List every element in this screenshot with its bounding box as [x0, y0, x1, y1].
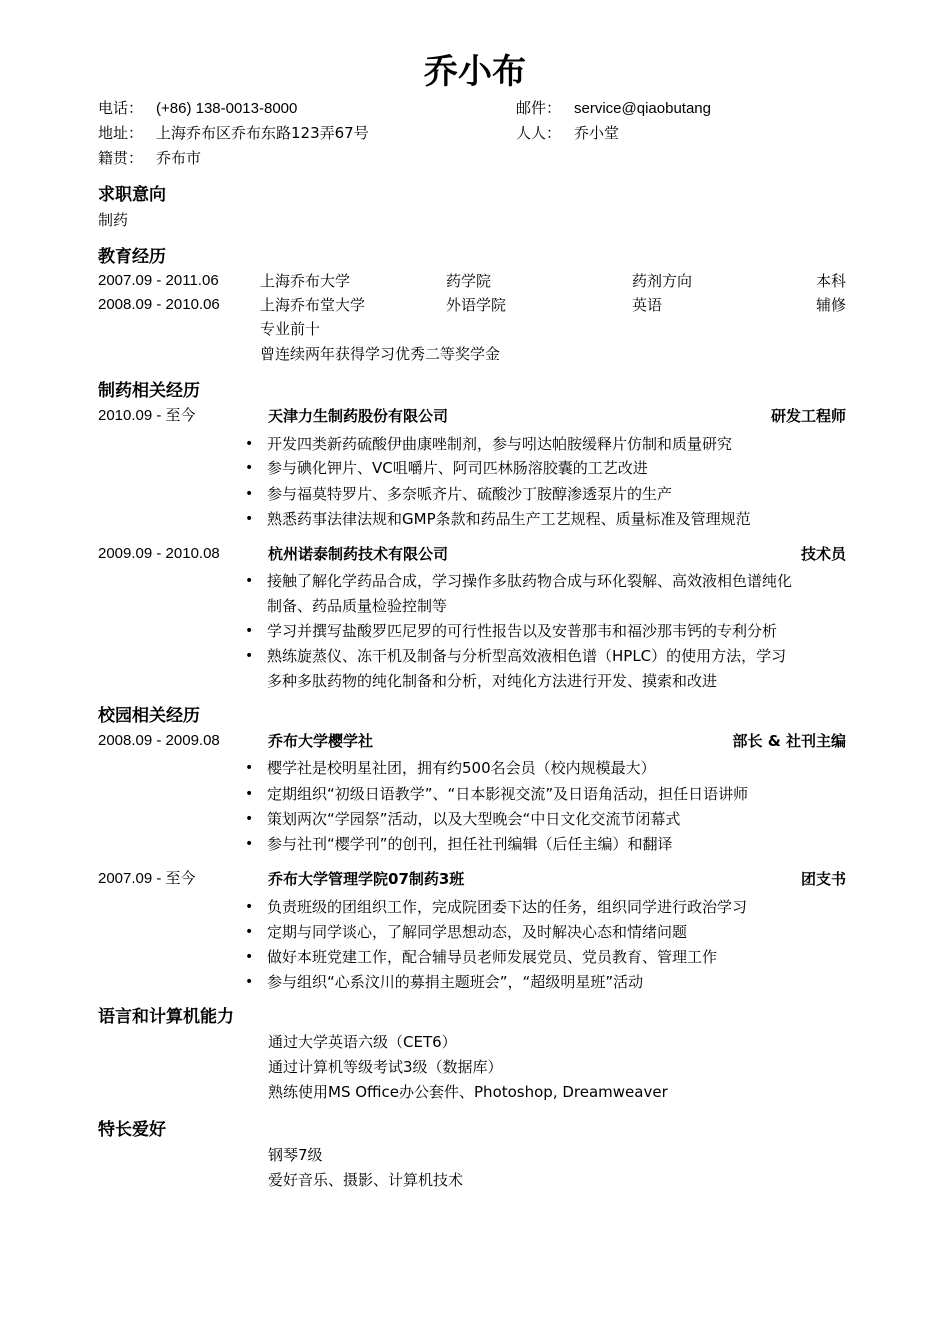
job-role: 研发工程师: [770, 407, 846, 425]
job-bullet: [245, 807, 855, 832]
job-bullet: [245, 920, 855, 945]
contact-row: [516, 123, 619, 143]
job-bullet: [245, 456, 855, 481]
bullet-text: 制备、药品质量检验控制等: [267, 597, 448, 615]
job-bullet: [245, 782, 855, 807]
objective-heading: 求职意向: [98, 185, 166, 205]
bullet-text: 多种多肽药物的纯化制备和分析，对纯化方法进行开发、摸索和改进: [267, 672, 718, 690]
job-bullet: [245, 507, 855, 532]
job-bullet-continuation: [245, 594, 855, 619]
job-bullet: [245, 756, 855, 781]
job-org: 天津力生制药股份有限公司: [268, 407, 449, 425]
job-bullet: [245, 970, 855, 995]
address-value: 上海乔布区乔布东路123弄67号: [156, 124, 369, 142]
skill-item: 通过计算机等级考试3级（数据库）: [268, 1058, 503, 1076]
job-bullet: [245, 432, 855, 457]
bullet-icon: •: [245, 573, 254, 589]
bullet-text: 做好本班党建工作，配合辅导员老师发展党员、党员教育、管理工作: [267, 948, 718, 966]
education-school: 上海乔布堂大学: [260, 296, 366, 314]
job-bullet: [245, 945, 855, 970]
bullet-text: 定期与同学谈心，了解同学思想动态，及时解决心态和情绪问题: [267, 923, 688, 941]
email-row: [516, 98, 711, 119]
bullet-icon: •: [245, 760, 254, 776]
job-bullet: [245, 482, 855, 507]
bullet-text: 接触了解化学药品合成，学习操作多肽药物合成与环化裂解、高效液相色谱纯化: [267, 572, 793, 590]
education-major: 药剂方向: [632, 272, 693, 290]
bullet-icon: •: [245, 974, 254, 990]
job-role: 部长 & 社刊主编: [732, 732, 846, 750]
bullet-text: 定期组织“初级日语教学”、“日本影视交流”及日语角活动，担任日语讲师: [267, 785, 749, 803]
bullet-icon: •: [245, 836, 254, 852]
education-period: 2008.09 - 2010.06: [98, 296, 220, 313]
hometown-label: 籍贯：: [98, 149, 144, 167]
hobby-item: 爱好音乐、摄影、计算机技术: [268, 1171, 464, 1189]
job-org: 杭州诺泰制药技术有限公司: [268, 545, 449, 563]
bullet-icon: •: [245, 460, 254, 476]
phone-label: 电话：: [98, 99, 144, 117]
bullet-text: 樱学社是校明星社团，拥有约500名会员（校内规模最大）: [267, 759, 656, 777]
bullet-text: 开发四类新药硫酸伊曲康唑制剂，参与吲达帕胺缓释片仿制和质量研究: [267, 435, 733, 453]
bullet-icon: •: [245, 648, 254, 664]
pharma-heading: 制药相关经历: [98, 381, 200, 401]
hometown-value: 乔布市: [156, 149, 202, 167]
education-note: 曾连续两年获得学习优秀二等奖学金: [260, 345, 501, 363]
address-label: 地址：: [98, 124, 144, 142]
bullet-text: 策划两次“学园祭”活动，以及大型晚会“中日文化交流节闭幕式: [267, 810, 681, 828]
bullet-text: 参与组织“心系汶川的募捐主题班会”，“超级明星班”活动: [267, 973, 644, 991]
job-role: 技术员: [800, 545, 846, 563]
bullet-icon: •: [245, 486, 254, 502]
bullet-text: 学习并撰写盐酸罗匹尼罗的可行性报告以及安普那韦和福沙那韦钙的专利分析: [267, 622, 778, 640]
job-bullet: [245, 619, 855, 644]
job-period: 2009.09 - 2010.08: [98, 545, 220, 562]
job-org: 乔布大学樱学社: [268, 732, 374, 750]
hobby-item: 钢琴7级: [268, 1146, 323, 1164]
bullet-text: 负责班级的团组织工作，完成院团委下达的任务，组织同学进行政治学习: [267, 898, 748, 916]
contact-label: 人人：: [516, 124, 562, 142]
bullet-icon: •: [245, 899, 254, 915]
bullet-icon: •: [245, 949, 254, 965]
job-bullet: [245, 644, 855, 669]
address-row: [98, 123, 369, 143]
bullet-text: 参与碘化钾片、VC咀嚼片、阿司匹林肠溶胶囊的工艺改进: [267, 459, 648, 477]
bullet-text: 参与社刊“樱学刊”的创刊，担任社刊编辑（后任主编）和翻译: [267, 835, 673, 853]
email-value[interactable]: service@qiaobutang: [574, 100, 711, 117]
campus-heading: 校园相关经历: [98, 706, 200, 726]
bullet-icon: •: [245, 436, 254, 452]
hometown-row: [98, 148, 201, 168]
bullet-text: 熟悉药事法律法规和GMP条款和药品生产工艺规程、质量标准及管理规范: [267, 510, 751, 528]
education-school: 上海乔布大学: [260, 272, 351, 290]
bullet-icon: •: [245, 786, 254, 802]
email-label: 邮件：: [516, 99, 562, 117]
skill-item: 通过大学英语六级（CET6）: [268, 1033, 457, 1051]
education-period: 2007.09 - 2011.06: [98, 272, 219, 289]
education-degree: 辅修: [815, 296, 846, 314]
objective-value: 制药: [98, 211, 129, 229]
phone-value: (+86) 138-0013-8000: [156, 100, 298, 117]
education-heading: 教育经历: [98, 247, 166, 267]
bullet-text: 参与福莫特罗片、多奈哌齐片、硫酸沙丁胺醇渗透泵片的生产: [267, 485, 673, 503]
job-role: 团支书: [800, 870, 846, 888]
education-college: 药学院: [446, 272, 492, 290]
education-major: 英语: [632, 296, 663, 314]
education-note: 专业前十: [260, 320, 321, 338]
skill-item: 熟练使用MS Office办公套件、Photoshop, Dreamweaver: [268, 1083, 668, 1101]
job-period: 2007.09 - 至今: [98, 870, 196, 887]
job-bullet-continuation: [245, 669, 855, 694]
bullet-icon: •: [245, 623, 254, 639]
job-period: 2010.09 - 至今: [98, 407, 196, 424]
job-bullet: [245, 832, 855, 857]
job-bullet: [245, 895, 855, 920]
phone-row: [98, 98, 297, 119]
bullet-icon: •: [245, 811, 254, 827]
skills-heading: 语言和计算机能力: [98, 1007, 234, 1027]
bullet-text: 熟练旋蒸仪、冻干机及制备与分析型高效液相色谱（HPLC）的使用方法，学习: [267, 647, 787, 665]
education-degree: 本科: [815, 272, 846, 290]
bullet-icon: •: [245, 511, 254, 527]
bullet-icon: •: [245, 924, 254, 940]
contact-value: 乔小堂: [574, 124, 620, 142]
job-bullet: [245, 569, 855, 594]
resume-name: 乔小布: [424, 52, 526, 92]
job-period: 2008.09 - 2009.08: [98, 732, 220, 749]
hobbies-heading: 特长爱好: [98, 1120, 166, 1140]
job-org: 乔布大学管理学院07制药3班: [268, 870, 465, 888]
education-college: 外语学院: [446, 296, 507, 314]
